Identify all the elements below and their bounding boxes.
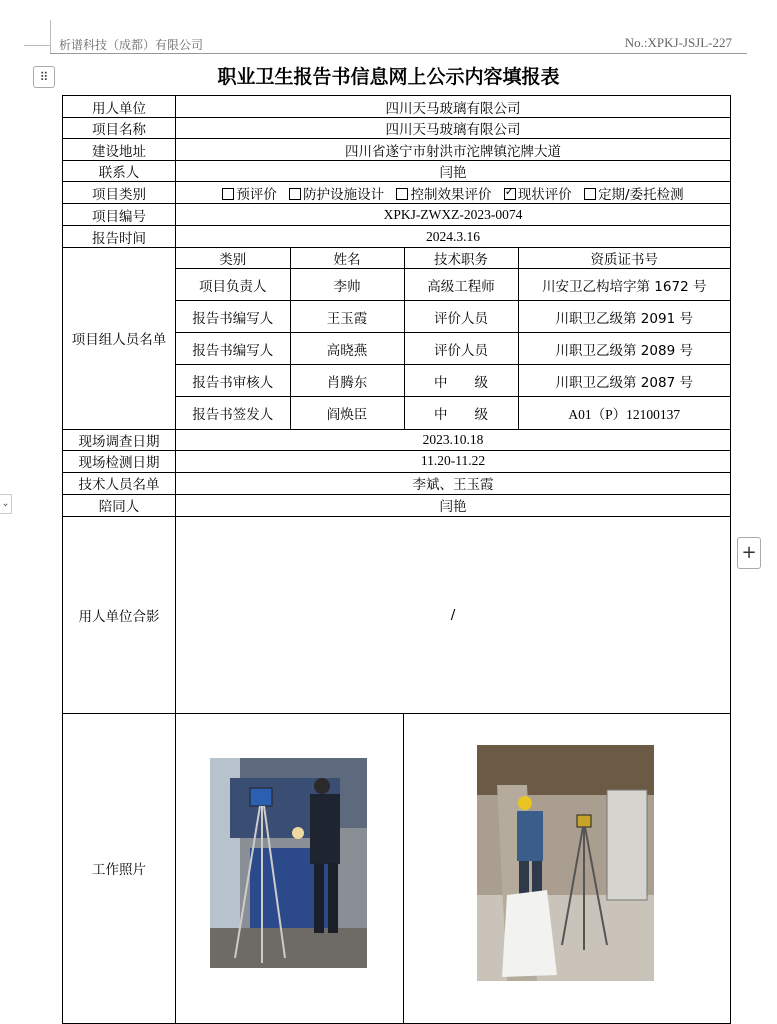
option-protection-design[interactable] xyxy=(289,187,384,203)
drag-handle-icon[interactable]: ⠿ xyxy=(33,66,55,88)
report-form-table xyxy=(62,95,731,1024)
label-escort: 陪同人 xyxy=(63,494,176,516)
row-team xyxy=(63,248,731,430)
member-name[interactable]: 李帅 xyxy=(290,269,404,301)
member-title[interactable]: 评价人员 xyxy=(404,333,518,365)
label-project-type: 项目类别 xyxy=(63,182,176,204)
option-pre-evaluation[interactable] xyxy=(222,187,277,203)
header-company: 析谱科技（成都）有限公司 xyxy=(59,38,204,52)
label-employer: 用人单位 xyxy=(63,96,176,118)
member-cert[interactable]: 川安卫乙构培字第 1672 号 xyxy=(518,269,730,301)
option-label: 防护设施设计 xyxy=(303,186,385,203)
value-employer[interactable]: 四川天马玻璃有限公司 xyxy=(176,96,731,118)
row-escort xyxy=(63,494,731,516)
table-row xyxy=(176,365,730,397)
value-survey-date[interactable]: 2023.10.18 xyxy=(176,429,731,450)
work-photo-cell-2[interactable] xyxy=(404,713,731,1023)
label-project-no: 项目编号 xyxy=(63,204,176,226)
value-test-date[interactable]: 11.20-11.22 xyxy=(176,450,731,472)
member-title[interactable]: 中 级 xyxy=(404,397,518,429)
team-header-row xyxy=(176,248,730,269)
checkbox-checked-icon[interactable] xyxy=(504,188,516,200)
row-project-type xyxy=(63,182,731,204)
value-escort[interactable]: 闫艳 xyxy=(176,494,731,516)
table-row xyxy=(176,397,730,429)
member-name[interactable]: 肖腾东 xyxy=(290,365,404,397)
option-label: 控制效果评价 xyxy=(410,186,492,203)
table-row xyxy=(176,333,730,365)
member-cert[interactable]: A01（P）12100137 xyxy=(518,397,730,429)
label-work-photos: 工作照片 xyxy=(63,713,176,1023)
team-header-cert: 资质证书号 xyxy=(518,248,730,269)
option-label: 预评价 xyxy=(236,186,277,203)
team-header-role: 类别 xyxy=(176,248,290,269)
checkbox-icon[interactable] xyxy=(222,188,234,200)
row-work-photos xyxy=(63,713,731,1023)
label-team: 项目组人员名单 xyxy=(63,248,176,430)
row-group-photo xyxy=(63,516,731,713)
member-cert[interactable]: 川职卫乙级第 2089 号 xyxy=(518,333,730,365)
label-technicians: 技术人员名单 xyxy=(63,472,176,494)
row-report-date xyxy=(63,226,731,248)
label-survey-date: 现场调查日期 xyxy=(63,429,176,450)
checkbox-icon[interactable] xyxy=(584,188,596,200)
header-doc-number: No.:XPKJ-JSJL-227 xyxy=(624,35,732,50)
row-technicians xyxy=(63,472,731,494)
work-photo-2[interactable] xyxy=(477,745,654,981)
member-role: 报告书签发人 xyxy=(176,397,290,429)
header-divider xyxy=(50,53,747,54)
team-table xyxy=(176,248,730,429)
member-title[interactable]: 高级工程师 xyxy=(404,269,518,301)
value-group-photo[interactable]: / xyxy=(176,516,731,713)
row-survey-date xyxy=(63,429,731,450)
label-address: 建设地址 xyxy=(63,139,176,161)
row-test-date xyxy=(63,450,731,472)
work-photo-1[interactable] xyxy=(210,758,367,968)
row-contact xyxy=(63,161,731,182)
member-name[interactable]: 王玉霞 xyxy=(290,301,404,333)
team-table-cell xyxy=(176,248,731,430)
value-contact[interactable]: 闫艳 xyxy=(176,161,731,182)
collapse-chevron-icon[interactable]: ⌄ xyxy=(0,494,12,514)
checkbox-icon[interactable] xyxy=(396,188,408,200)
member-name[interactable]: 阎焕臣 xyxy=(290,397,404,429)
crop-mark-horizontal xyxy=(24,45,50,46)
row-address xyxy=(63,139,731,161)
row-employer xyxy=(63,96,731,118)
checkbox-icon[interactable] xyxy=(289,188,301,200)
crop-mark-vertical xyxy=(50,20,51,53)
value-project-no[interactable]: XPKJ-ZWXZ-2023-0074 xyxy=(176,204,731,226)
member-title[interactable]: 中 级 xyxy=(404,365,518,397)
table-row xyxy=(176,301,730,333)
value-project-name[interactable]: 四川天马玻璃有限公司 xyxy=(176,118,731,139)
option-label: 定期/委托检测 xyxy=(598,186,684,203)
member-title[interactable]: 评价人员 xyxy=(404,301,518,333)
row-project-name xyxy=(63,118,731,139)
member-role: 报告书编写人 xyxy=(176,301,290,333)
member-role: 项目负责人 xyxy=(176,269,290,301)
label-group-photo: 用人单位合影 xyxy=(63,516,176,713)
team-header-name: 姓名 xyxy=(290,248,404,269)
member-cert[interactable]: 川职卫乙级第 2091 号 xyxy=(518,301,730,333)
value-technicians[interactable]: 李斌、王玉霞 xyxy=(176,472,731,494)
member-name[interactable]: 高晓燕 xyxy=(290,333,404,365)
member-cert[interactable]: 川职卫乙级第 2087 号 xyxy=(518,365,730,397)
work-photo-cell-1[interactable] xyxy=(176,713,404,1023)
label-report-date: 报告时间 xyxy=(63,226,176,248)
option-periodic-testing[interactable] xyxy=(584,187,684,203)
option-control-evaluation[interactable] xyxy=(396,187,491,203)
team-header-title: 技术职务 xyxy=(404,248,518,269)
label-test-date: 现场检测日期 xyxy=(63,450,176,472)
row-project-no xyxy=(63,204,731,226)
member-role: 报告书编写人 xyxy=(176,333,290,365)
value-report-date[interactable]: 2024.3.16 xyxy=(176,226,731,248)
value-address[interactable]: 四川省遂宁市射洪市沱牌镇沱牌大道 xyxy=(176,139,731,161)
option-label: 现状评价 xyxy=(517,186,572,203)
member-role: 报告书审核人 xyxy=(176,365,290,397)
label-contact: 联系人 xyxy=(63,161,176,182)
label-project-name: 项目名称 xyxy=(63,118,176,139)
option-status-evaluation[interactable] xyxy=(504,187,572,203)
add-row-button[interactable]: + xyxy=(737,537,761,569)
table-row xyxy=(176,269,730,301)
project-type-options xyxy=(176,182,731,204)
page-title: 职业卫生报告书信息网上公示内容填报表 xyxy=(217,66,560,88)
